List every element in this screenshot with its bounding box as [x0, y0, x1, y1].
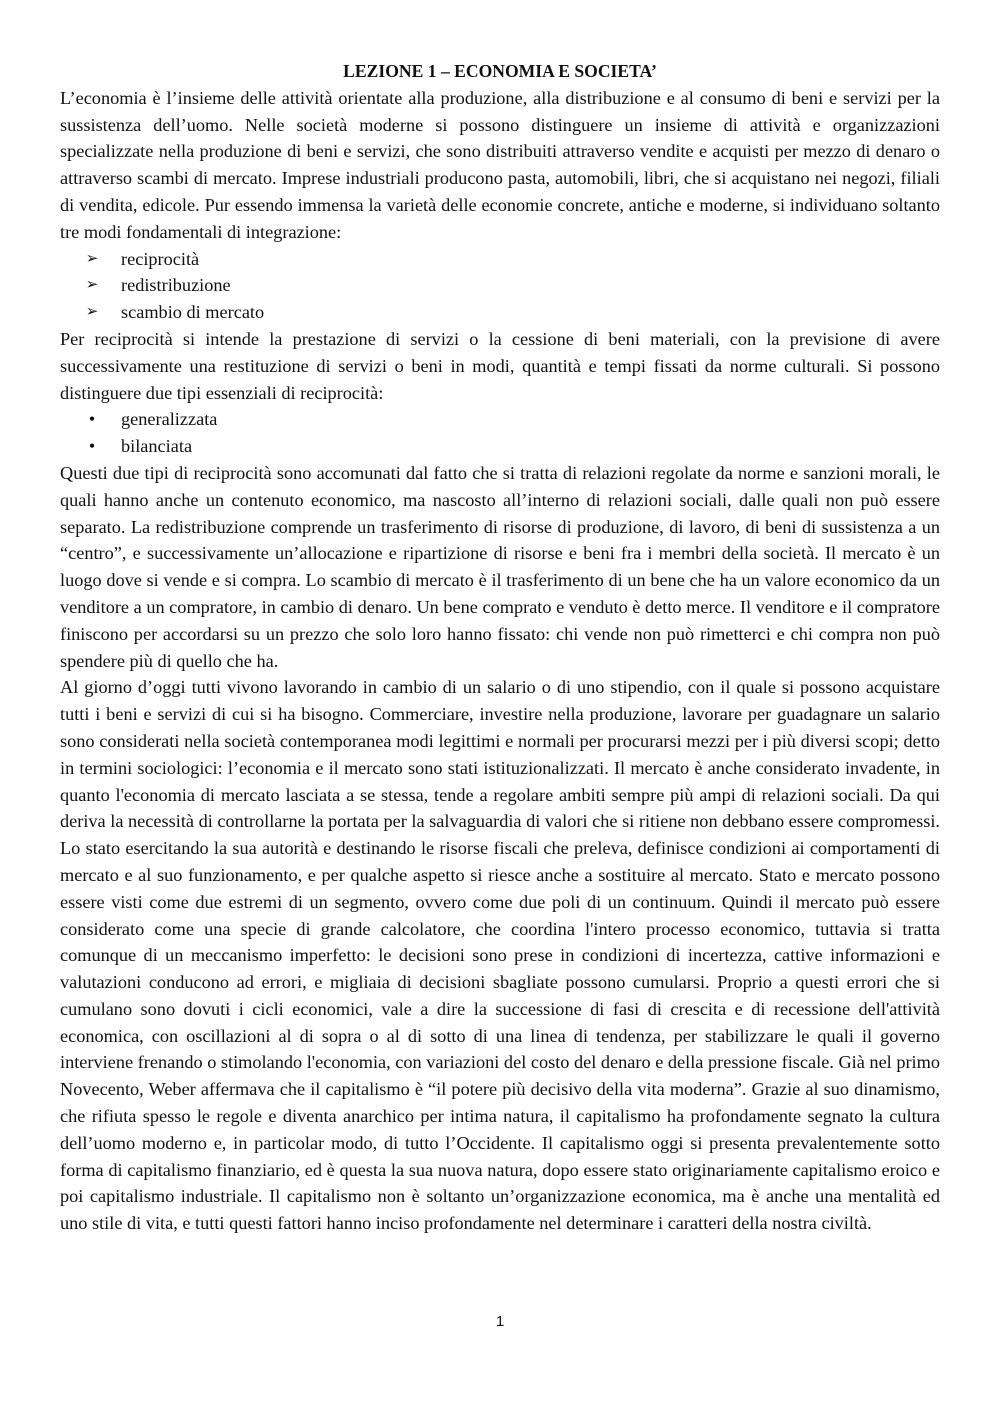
- integration-modes-list: [60, 246, 940, 326]
- list-item: ➢ reciprocità: [60, 246, 940, 273]
- document-page: [60, 58, 940, 1237]
- arrow-bullet-icon: ➢: [85, 277, 99, 294]
- paragraph-redistribution-market: Questi due tipi di reciprocità sono accomunati dal fatto che si tratta di relazioni regolate da norme e sanzioni morali, le quali hanno anche un contenuto economico, ma nascosto all’interno di relazioni sociali, dalle quali non può essere separato. La redistribuzione comprende un trasferimento di risorse di produzione, di lavoro, di beni di sussistenza a un “centro”, e successivamente un’allocazione e ripartizione di risorse e beni fra i membri della società. Il mercato è un luogo dove si vende e si compra. Lo scambio di mercato è il trasferimento di un bene che ha un valore economico da un venditore a un compratore, in cambio di denaro. Un bene comprato e venduto è detto merce. Il venditore e il compratore finiscono per accordarsi su un prezzo che solo loro hanno fissato: chi vende non può rimetterci e chi compra non può spendere più di quello che ha.: [60, 462, 940, 671]
- arrow-bullet-icon: ➢: [85, 304, 99, 321]
- dot-bullet-icon: •: [88, 436, 96, 457]
- list-item: ➢ scambio di mercato: [60, 299, 940, 326]
- page-number: 1: [495, 1313, 505, 1330]
- list-item: ➢ redistribuzione: [60, 272, 940, 299]
- paragraph-capitalism: Al giorno d’oggi tutti vivono lavorando in cambio di un salario o di uno stipendio, con il quale si possono acquistare tutti i beni e servizi di cui si ha bisogno. Commerciare, investire nella produzione, lavorare per guadagnare un salario sono considerati nella società contemporanea modi legittimi e normali per procurarsi mezzi per i più diversi scopi; detto in termini sociologici: l’economia e il mercato sono stati istituzionalizzati. Il mercato è anche considerato invadente, in quanto l'economia di mercato lasciata a se stessa, tende a regolare ambiti sempre più ampi di relazioni sociali. Da qui deriva la necessità di controllarne la portata per la salvaguardia di valori che si ritiene non debbano essere compromessi. Lo stato esercitando la sua autorità e destinando le risorse fiscali che preleva, definisce condizioni ai comportamenti di mercato e al suo funzionamento, e per qualche aspetto si riesce anche a sostituire al mercato. Stato e mercato possono essere visti come due estremi di un segmento, ovvero come due poli di un continuum. Quindi il mercato può essere considerato come una specie di grande calcolatore, che coordina l'intero processo economico, tuttavia si tratta comunque di un meccanismo imperfetto: le decisioni sono prese in condizioni di incertezza, cattive informazioni e valutazioni conducono ad errori, e migliaia di decisioni sbagliate possono cumularsi. Proprio a questi errori che si cumulano sono dovuti i cicli economici, vale a dire la successione di fasi di crescita e di recessione dell'attività economica, con oscillazioni al di sopra o al di sotto di una linea di tendenza, per stabilizzare le quali il governo interviene frenando o stimolando l'economia, con variazioni del costo del denaro e della pressione fiscale. Già nel primo Novecento, Weber affermava che il capitalismo è “il potere più decisivo della vita moderna”. Grazie al suo dinamismo, che rifiuta spesso le regole e diventa anarchico per intima natura, il capitalismo ha profondamente segnato la cultura dell’uomo moderno e, in particolar modo, di tutto l’Occidente. Il capitalismo oggi si presenta prevalentemente sotto forma di capitalismo finanziario, ed è questa la sua nuova natura, dopo essere stato originariamente capitalismo eroico e poi capitalismo industriale. Il capitalismo non è soltanto un’organizzazione economica, ma è anche una mentalità ed uno stile di vita, e tutti questi fattori hanno inciso profondamente nel determinare i caratteri della nostra civiltà.: [60, 677, 940, 1234]
- reciprocity-types-list: [60, 406, 940, 460]
- list-item: • generalizzata: [60, 406, 940, 433]
- paragraph-reciprocity: Per reciprocità si intende la prestazione di servizi o la cessione di beni materiali, con la previsione di avere successivamente una restituzione di servizi o beni in modi, quantità e tempi fissati da norme culturali. Si possono distinguere due tipi essenziali di reciprocità:: [60, 328, 940, 403]
- arrow-bullet-icon: ➢: [85, 250, 99, 267]
- list-item: • bilanciata: [60, 433, 940, 460]
- document-title: LEZIONE 1 – ECONOMIA E SOCIETA’: [343, 61, 657, 81]
- paragraph-intro: L’economia è l’insieme delle attività orientate alla produzione, alla distribuzione e al consumo di beni e servizi per la sussistenza dell’uomo. Nelle società moderne si possono distinguere un insieme di attività e organizzazioni specializzate nella produzione di beni e servizi, che sono distribuiti attraverso vendite e acquisti per mezzo di denaro o attraverso scambi di mercato. Imprese industriali producono pasta, automobili, libri, che si acquistano nei negozi, filiali di vendita, edicole. Pur essendo immensa la varietà delle economie concrete, antiche e moderne, si individuano soltanto tre modi fondamentali di integrazione:: [60, 87, 940, 242]
- dot-bullet-icon: •: [88, 409, 96, 430]
